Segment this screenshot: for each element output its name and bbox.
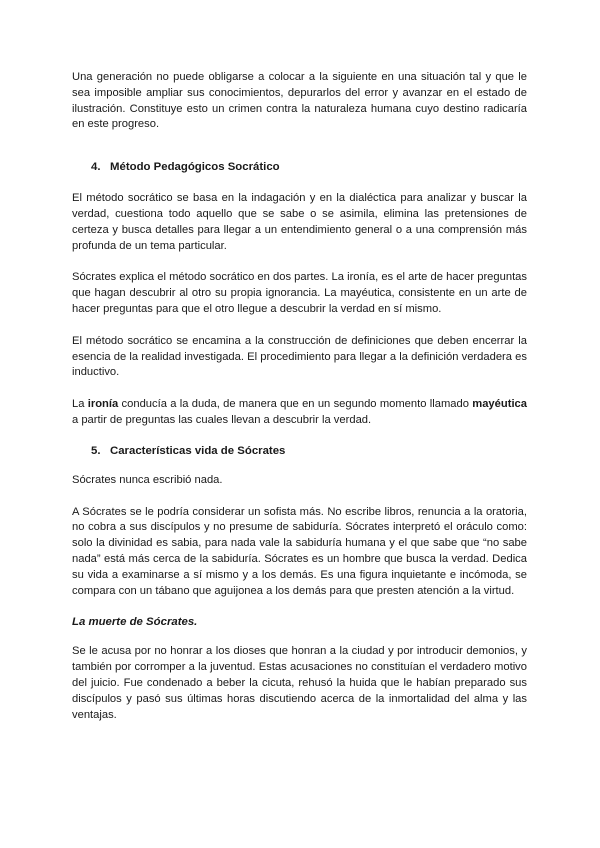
metodo-paragraph-3: El método socrático se encamina a la construcción de definiciones que deben encerrar la esencia de la realidad investigada. El procedimiento para llegar a la definición verdadera es inductivo. [72, 334, 527, 379]
metodo-paragraph-2: Sócrates explica el método socrático en dos partes. La ironía, es el arte de hacer preguntas que hagan descubrir al otro su propia ignorancia. La mayéutica, consistente en un arte de hacer preguntas para que el otro llegue a descubrir la verdad en sí mismo. [72, 271, 527, 315]
intro-paragraph: Una generación no puede obligarse a colocar a la siguiente en una situación tal y que le sea imposible ampliar sus conocimientos, depurarlos del error y avanzar en el estado de ilustración. Constituye esto un crimen contra la naturaleza humana cuyo destino radicaría en este progreso. [72, 71, 527, 131]
section-4-title: Método Pedagógicos Socrático [110, 161, 280, 174]
vida-paragraph-2: A Sócrates se le podría considerar un sofista más. No escribe libros, renuncia a la oratoria, no cobra a sus discípulos y no presume de sabiduría. Sócrates interpretó el oráculo como: solo la divinidad es sabia, para nada vale la sabiduría humana y el que sabe que “no sabe nada” está más cerca de la sabiduría. Sócrates es un hombre que busca la verdad. Dedica su vida a examinarse a sí mismo y a los demás. Es una figura inquietante e incómoda, se compara con un tábano que aguijonea a los demás para que presten atención a la virtud. [72, 505, 527, 597]
metodo-paragraph-1: El método socrático se basa en la indagación y en la dialéctica para analizar y buscar la verdad, cuestiona todo aquello que se sabe o se asimila, elimina las pretensiones de certeza y busca detalles para llegar a un entendimiento general o a una comprensión más profunda de un tema particular. [72, 192, 527, 252]
section-5-number: 5. [91, 444, 101, 457]
muerte-heading: La muerte de Sócrates. [72, 616, 198, 629]
metodo-paragraph-4 [72, 397, 527, 429]
text-run: La [72, 398, 88, 411]
mayeutica-term: mayéutica [472, 398, 527, 411]
document-page [72, 70, 527, 723]
section-4-number: 4. [91, 161, 101, 174]
muerte-paragraph-1: Se le acusa por no honrar a los dioses que honran a la ciudad y por introducir demonios, y también por corromper a la juventud. Estas acusaciones no constituían el verdadero motivo del juicio. Fue condenado a beber la cicuta, rehusó la huida que le habían preparado sus discípulos y pasó sus últimas horas discutiendo acerca de la inmortalidad del alma y las ventajas. [72, 645, 527, 721]
text-run: a partir de preguntas las cuales llevan a descubrir la verdad. [72, 413, 372, 426]
section-5-title: Características vida de Sócrates [110, 444, 286, 457]
ironia-term: ironía [87, 398, 119, 411]
section-5-heading [72, 443, 527, 459]
vida-paragraph-1: Sócrates nunca escribió nada. [72, 473, 223, 486]
section-4-heading [72, 159, 527, 175]
text-run: conducía a la duda, de manera que en un segundo momento llamado [118, 398, 473, 411]
